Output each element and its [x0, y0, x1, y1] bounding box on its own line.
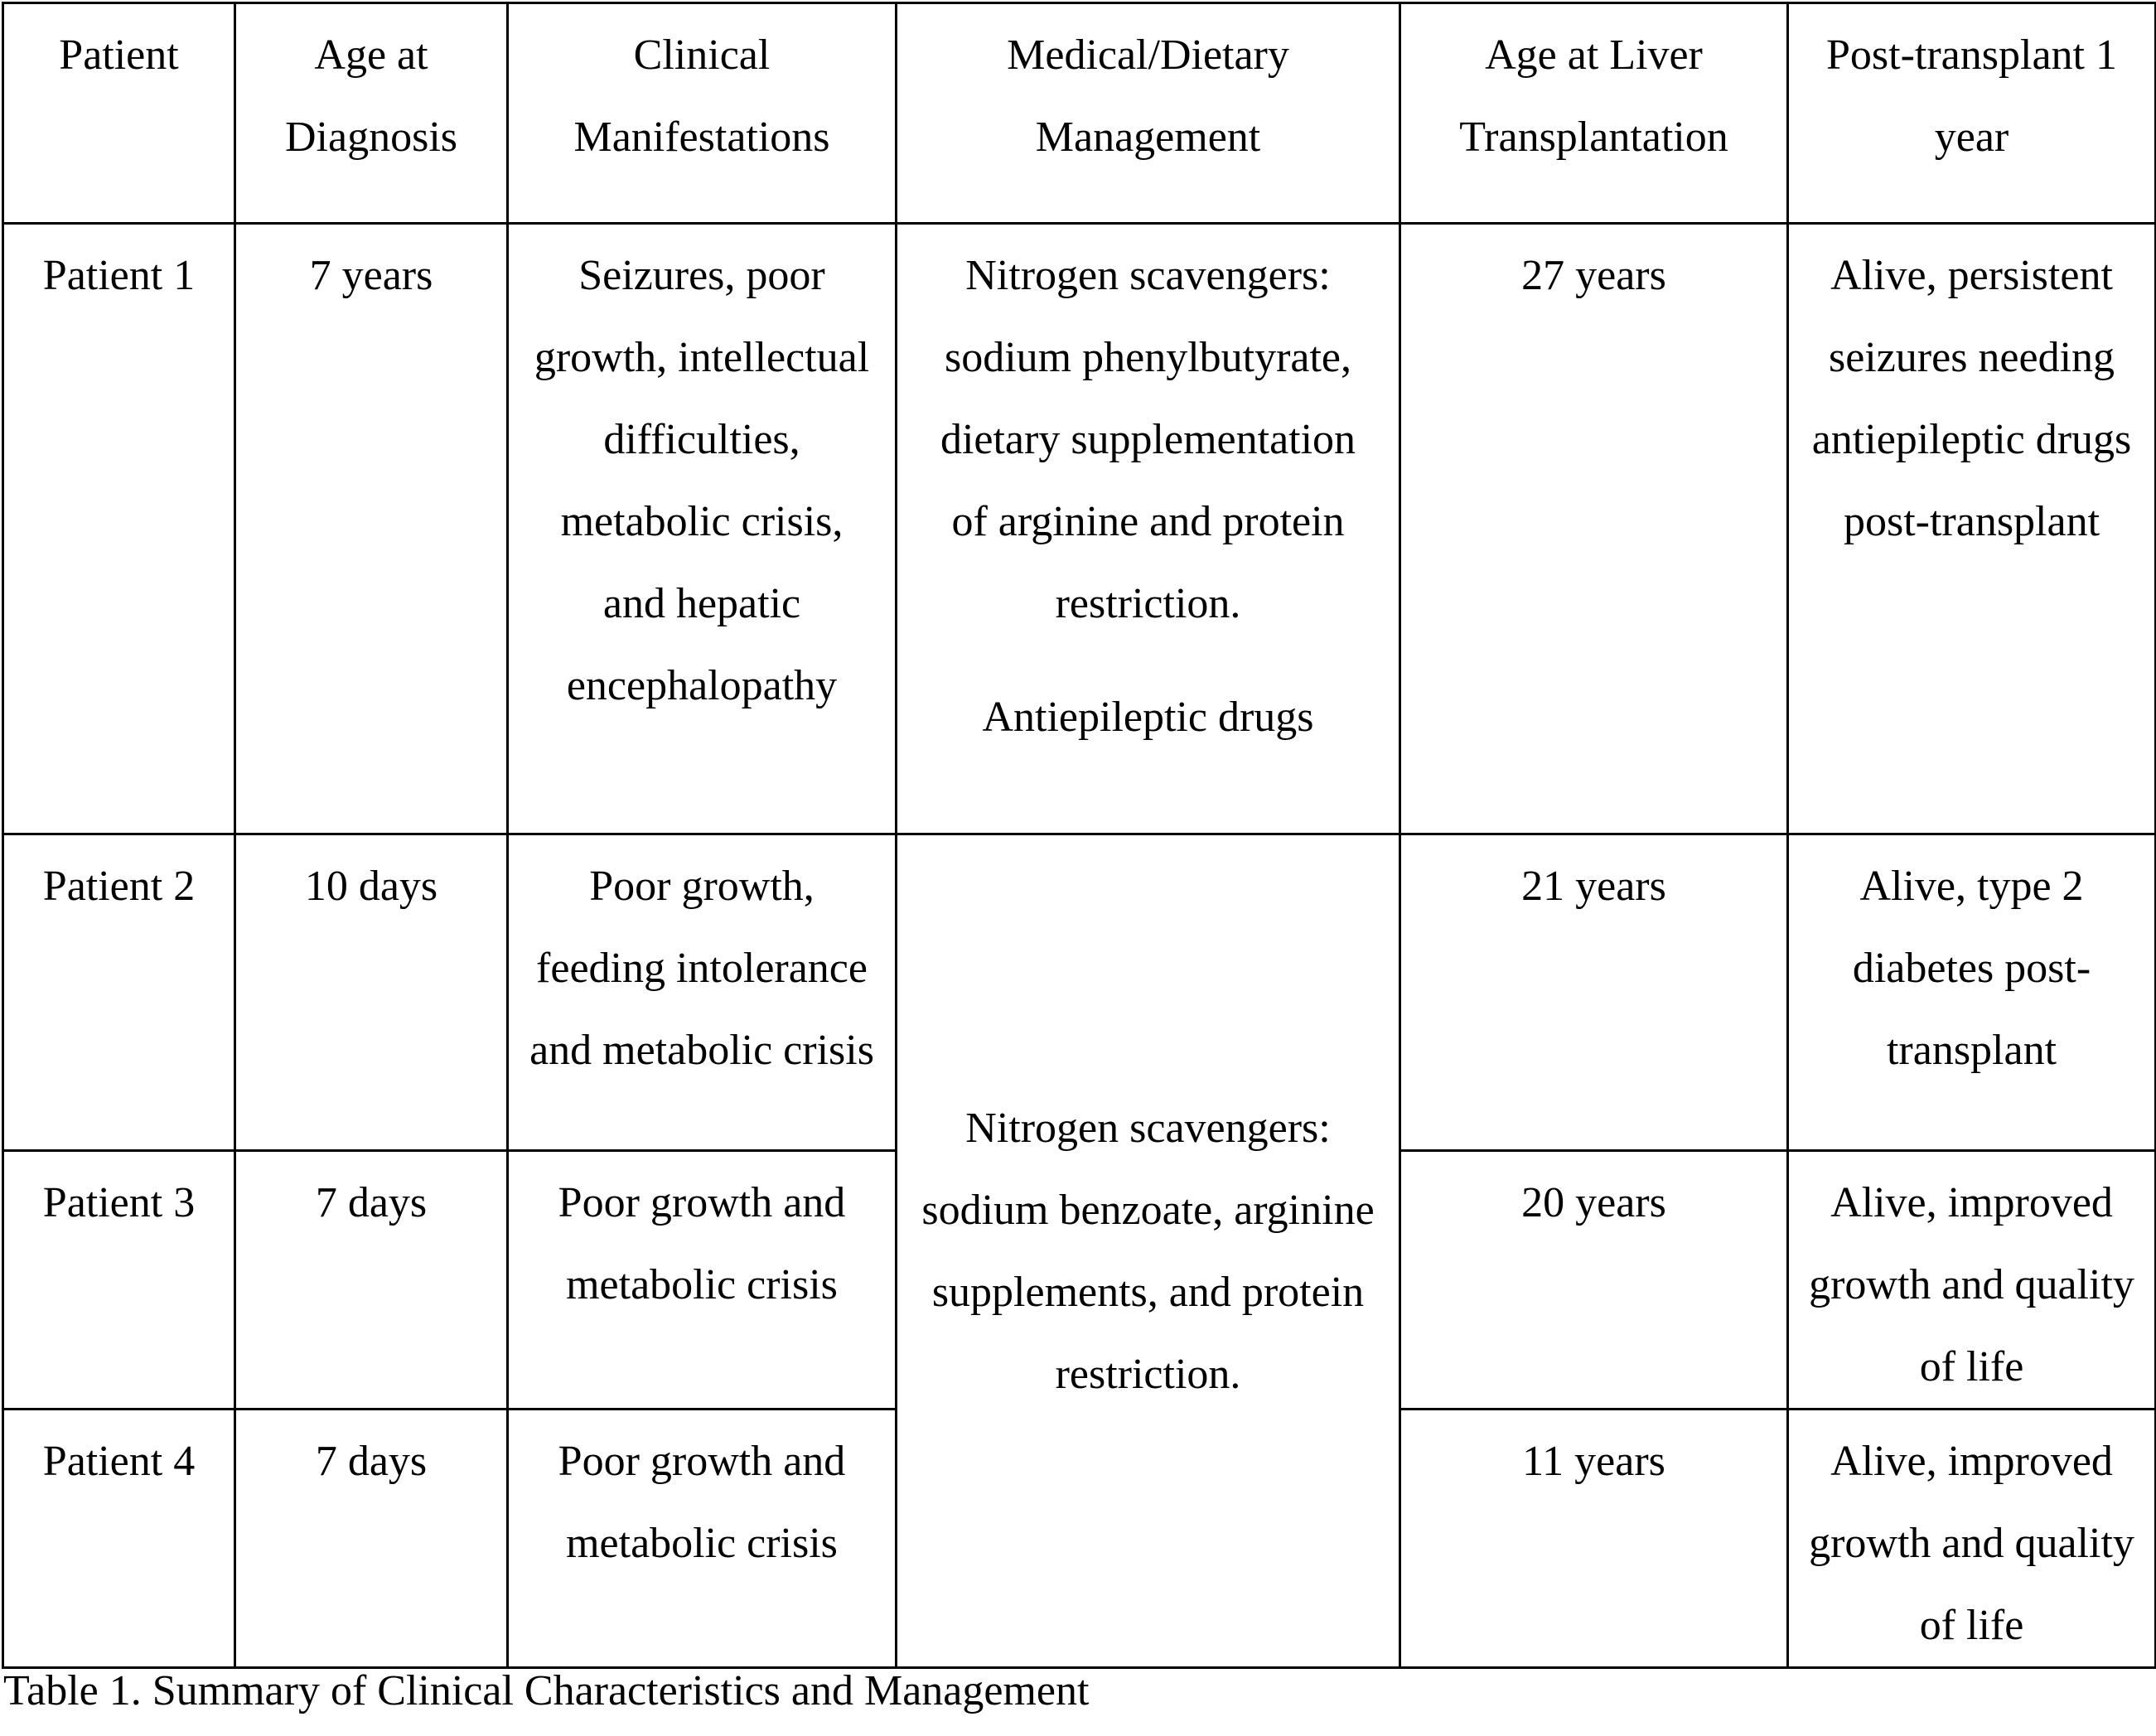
cell-line: Poor growth and	[558, 1179, 846, 1226]
cell-post-transplant	[1788, 1410, 2156, 1668]
cell-line: antiepileptic drugs	[1811, 416, 2132, 463]
cell-line: Alive, persistent	[1830, 252, 2113, 299]
cell-line: Antiepileptic drugs	[982, 694, 1314, 741]
header-line: Diagnosis	[285, 114, 457, 161]
cell-line: sodium benzoate, arginine	[921, 1186, 1375, 1234]
cell-clinical-manifestations	[508, 1410, 897, 1668]
cell-clinical-manifestations	[508, 834, 897, 1151]
cell-management	[897, 224, 1400, 834]
header-management	[897, 3, 1400, 224]
cell-line: metabolic crisis	[566, 1520, 838, 1567]
table-row-patient-1	[3, 224, 2156, 834]
header-line: Medical/Dietary	[1007, 31, 1289, 79]
header-age-at-transplant	[1400, 3, 1788, 224]
paragraph-gap	[902, 645, 1394, 676]
cell-post-transplant	[1788, 834, 2156, 1151]
cell-line: dietary supplementation	[940, 416, 1356, 463]
cell-line: seizures needing	[1828, 334, 2115, 381]
cell-age-at-diagnosis: 10 days	[235, 834, 508, 1151]
cell-age-at-transplant: 11 years	[1400, 1410, 1788, 1668]
cell-age-at-transplant: 21 years	[1400, 834, 1788, 1151]
cell-clinical-manifestations	[508, 1151, 897, 1410]
cell-line: Alive, improved	[1830, 1438, 2113, 1485]
cell-age-at-diagnosis: 7 years	[235, 224, 508, 834]
cell-line: post-transplant	[1843, 498, 2100, 545]
cell-patient: Patient 4	[3, 1410, 235, 1668]
header-line: Clinical	[633, 31, 771, 79]
cell-age-at-transplant: 20 years	[1400, 1151, 1788, 1410]
cell-age-at-diagnosis: 7 days	[235, 1410, 508, 1668]
header-line: Transplantation	[1459, 114, 1728, 161]
cell-line: and hepatic	[602, 580, 801, 627]
header-line: Patient	[59, 31, 179, 79]
cell-line: Poor growth,	[589, 863, 815, 910]
header-age-at-diagnosis	[235, 3, 508, 224]
table-row-patient-2	[3, 834, 2156, 1151]
cell-line: restriction.	[1055, 1350, 1241, 1398]
cell-patient: Patient 1	[3, 224, 235, 834]
header-patient	[3, 3, 235, 224]
cell-post-transplant	[1788, 224, 2156, 834]
header-line: Age at Liver	[1485, 31, 1703, 79]
cell-patient: Patient 2	[3, 834, 235, 1151]
cell-line: encephalopathy	[566, 662, 838, 709]
cell-line: growth and quality	[1809, 1261, 2134, 1308]
cell-line: of life	[1919, 1602, 2024, 1649]
header-line: Management	[1035, 114, 1261, 161]
cell-line: Nitrogen scavengers:	[965, 252, 1331, 299]
header-post-transplant	[1788, 3, 2156, 224]
clinical-summary-table	[2, 2, 2156, 1669]
header-line: Manifestations	[573, 114, 830, 161]
header-line: Age at	[314, 31, 428, 79]
cell-line: difficulties,	[603, 416, 800, 463]
cell-line: Poor growth and	[558, 1438, 846, 1485]
cell-line: transplant	[1886, 1027, 2057, 1074]
cell-line: and metabolic crisis	[529, 1027, 874, 1074]
cell-line: of life	[1919, 1343, 2024, 1390]
cell-line: growth, intellectual	[534, 334, 870, 381]
cell-line: of arginine and protein	[951, 498, 1345, 545]
cell-line: Seizures, poor	[578, 252, 825, 299]
cell-line: Nitrogen scavengers:	[965, 1104, 1331, 1152]
cell-line: metabolic crisis,	[560, 498, 844, 545]
table-caption: Table 1. Summary of Clinical Characteristics and Management	[3, 1667, 1090, 1714]
cell-line: sodium phenylbutyrate,	[944, 334, 1352, 381]
cell-line: supplements, and protein	[931, 1268, 1365, 1316]
cell-line: Alive, type 2	[1859, 863, 2084, 910]
cell-patient: Patient 3	[3, 1151, 235, 1410]
cell-clinical-manifestations	[508, 224, 897, 834]
cell-line: feeding intolerance	[536, 945, 868, 992]
cell-line: metabolic crisis	[566, 1261, 838, 1308]
cell-age-at-transplant: 27 years	[1400, 224, 1788, 834]
table-header-row	[3, 3, 2156, 224]
cell-management-shared	[897, 834, 1400, 1668]
cell-age-at-diagnosis: 7 days	[235, 1151, 508, 1410]
header-line: year	[1934, 114, 2009, 161]
cell-post-transplant	[1788, 1151, 2156, 1410]
cell-line: growth and quality	[1809, 1520, 2134, 1567]
cell-line: restriction.	[1055, 580, 1241, 627]
header-clinical-manifestations	[508, 3, 897, 224]
header-line: Post-transplant 1	[1826, 31, 2117, 79]
cell-line: diabetes post-	[1852, 945, 2091, 992]
cell-line: Alive, improved	[1830, 1179, 2113, 1226]
